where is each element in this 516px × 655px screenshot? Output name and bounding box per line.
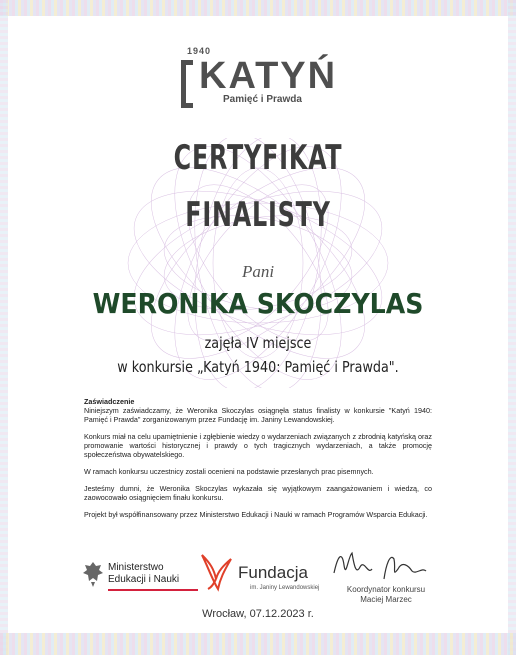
body-paragraph-5: Projekt był współfinansowany przez Ministerstwo Edukacji i Nauki w ramach Programów Wsparcia Edukacji. (84, 510, 428, 519)
signatory-name: Maciej Marzec (360, 595, 412, 604)
body-paragraph-1: Niniejszym zaświadczamy, że Weronika Skoczylas osiągnęła status finalisty w konkursie "Katyń 1940: Pamięć i Prawda" zorganizowanym przez Fundację im. Janiny Lewandowskiej. (84, 406, 432, 424)
body-paragraph-2: Konkurs miał na celu upamiętnienie i zgłębienie wiedzy o wydarzeniach związanych z zbrodnią katyńską oraz promowanie wartości historycznej i prawdy o tych tragicznych wydarzeniach, a także promocję społeczeństwa obywatelskiego. (84, 432, 432, 459)
logo-bracket-icon (181, 60, 193, 108)
signature-block (328, 545, 440, 605)
signatory-role: Koordynator konkursu (346, 585, 426, 594)
ministry-name-line2: Edukacji i Nauki (108, 574, 180, 585)
ministry-logo (78, 560, 208, 600)
footer-logos (78, 545, 438, 605)
decorative-border-right (508, 0, 516, 655)
ministry-accent-line (108, 589, 198, 591)
katyn-logo (181, 46, 338, 112)
certificate-body (84, 397, 432, 527)
foundation-subtitle: im. Janiny Lewandowskiej (250, 585, 320, 591)
issue-date: Wrocław, 07.12.2023 r. (202, 608, 314, 620)
logo-year: 1940 (187, 46, 212, 56)
salutation: Pani (241, 262, 275, 281)
contest-text: w konkursie „Katyń 1940: Pamięć i Prawda". (117, 358, 399, 376)
body-heading: Zaświadczenie (84, 397, 135, 406)
logo-wordmark: KATYŃ (199, 55, 338, 97)
recipient-name: WERONIKA SKOCZYLAS (92, 287, 424, 320)
bird-icon (198, 549, 234, 593)
decorative-border-left (0, 0, 8, 655)
body-paragraph-4: Jesteśmy dumni, że Weronika Skoczylas wykazała się wyjątkowym zaangażowaniem i wiedzą, co zaowocowało osiągnięciem finału konkursu. (84, 484, 432, 502)
place-text: zajęła IV miejsce (204, 334, 312, 352)
ministry-name-line1: Ministerstwo (108, 562, 164, 573)
decorative-border-top (0, 0, 516, 16)
body-paragraph-3: W ramach konkursu uczestnicy zostali ocenieni na podstawie przesłanych prac pisemnych. (84, 467, 374, 476)
eagle-icon (82, 560, 104, 588)
foundation-logo (198, 545, 328, 601)
decorative-border-bottom (0, 633, 516, 655)
logo-subtitle: Pamięć i Prawda (223, 94, 302, 105)
certificate-title-line2: FINALISTY (185, 195, 331, 235)
foundation-name: Fundacja (238, 563, 308, 582)
certificate-title-line1: CERTYFIKAT (173, 138, 343, 178)
ministry-name (108, 562, 179, 586)
